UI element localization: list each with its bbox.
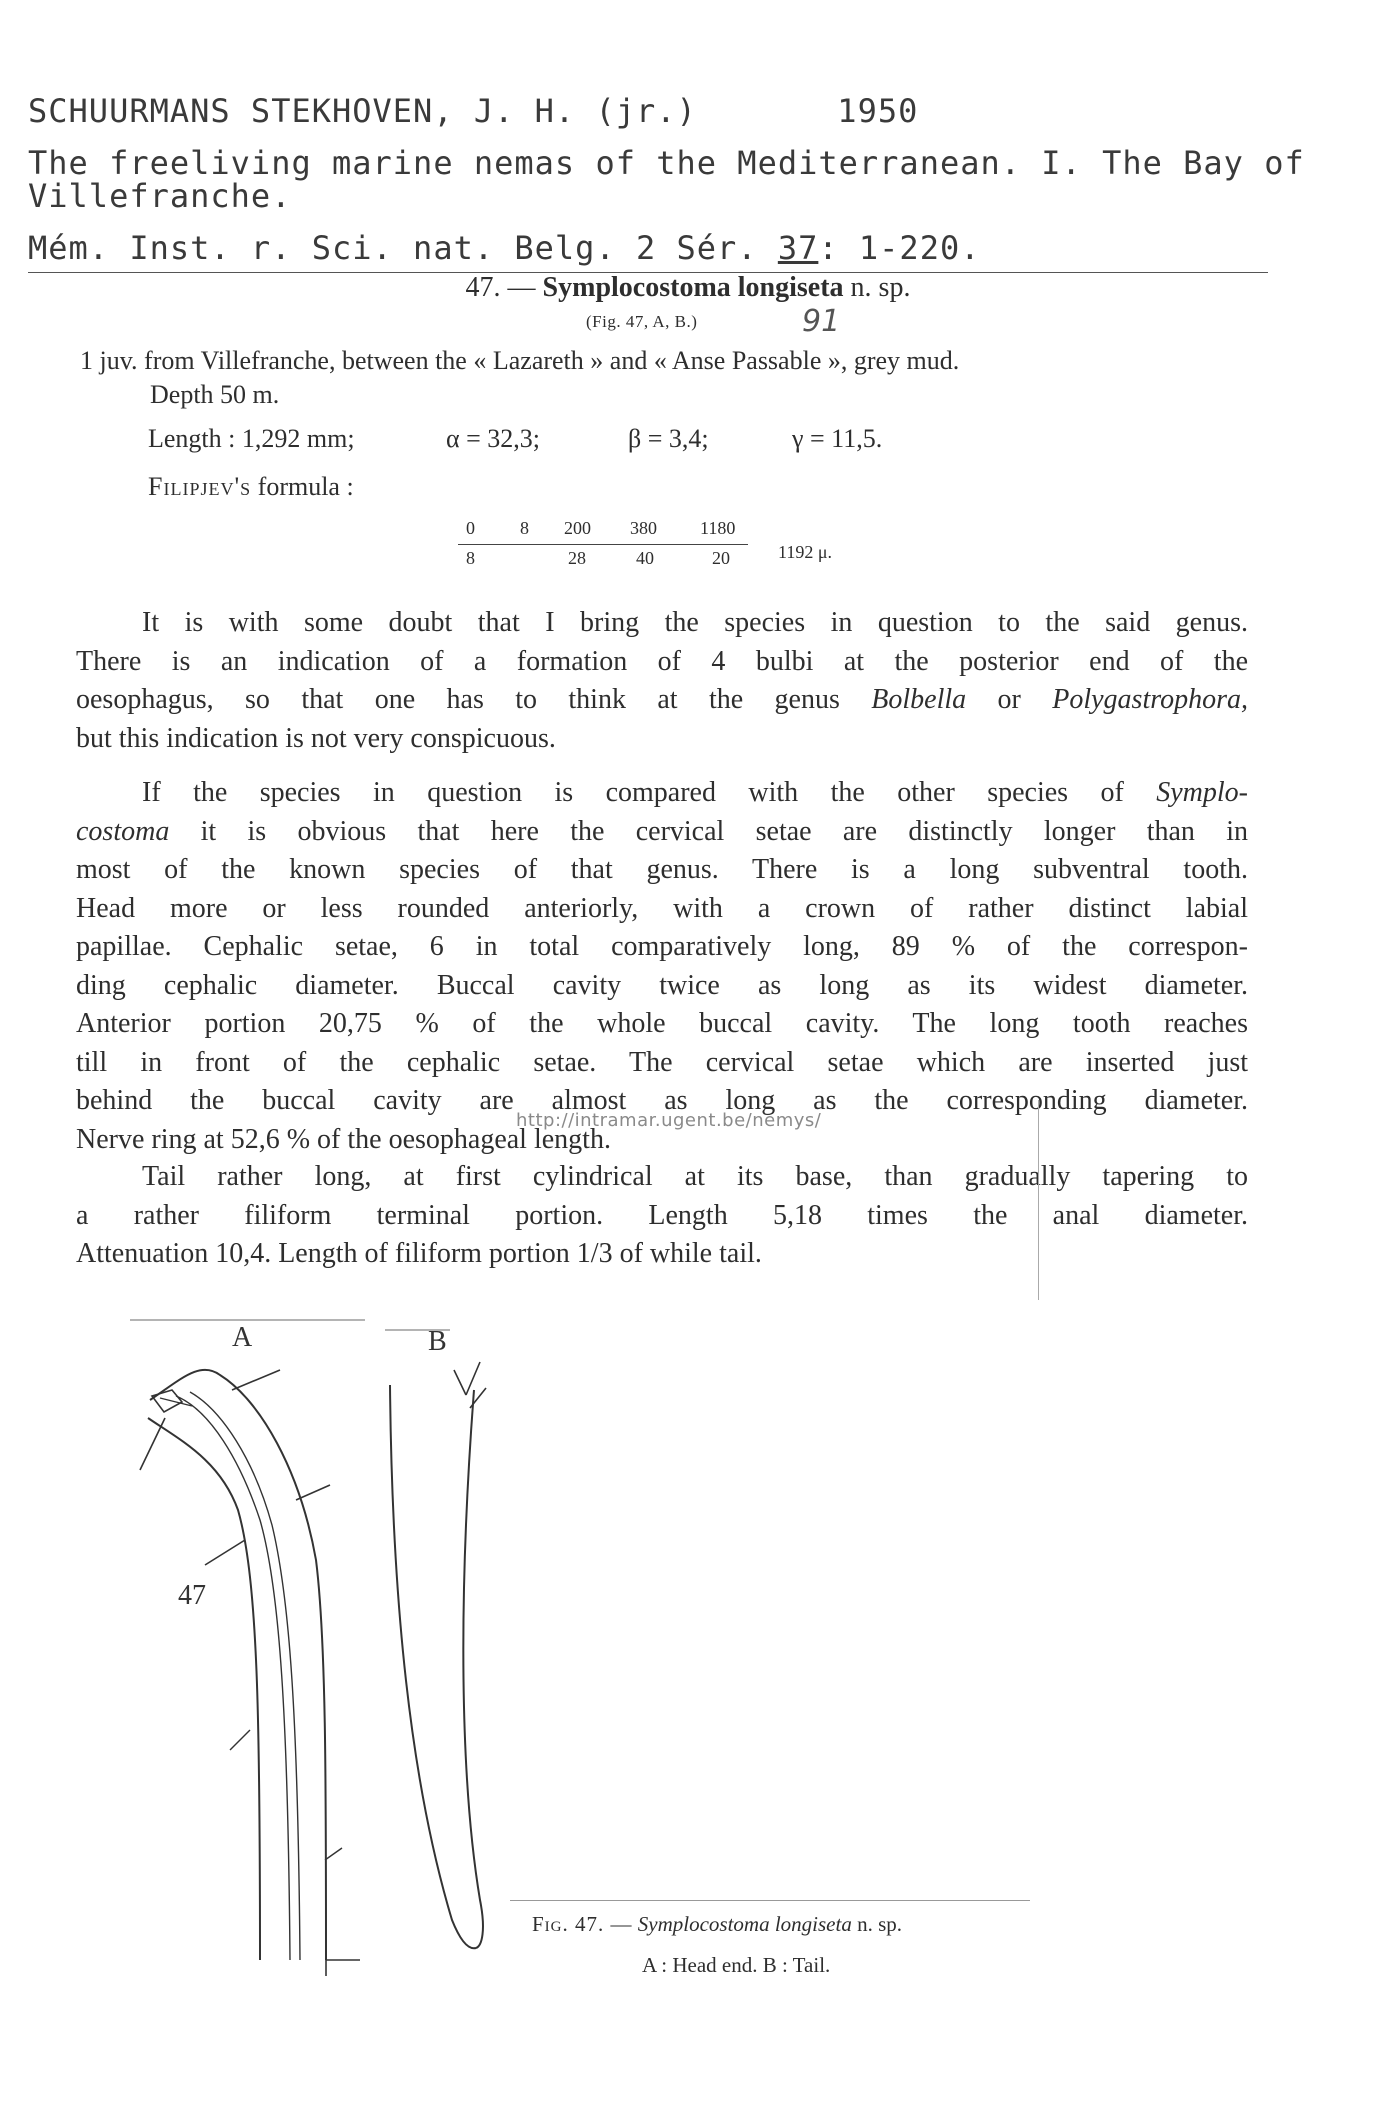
material-line1: 1 juv. from Villefranche, between the « Lazareth » and « Anse Passable », grey mud.	[80, 346, 960, 375]
cervical-seta	[296, 1485, 330, 1500]
body-seta	[325, 1848, 342, 1860]
figure-label-a: A	[232, 1322, 253, 1353]
formula-bottom-value: 40	[636, 548, 654, 568]
paragraph-tail	[76, 1158, 1248, 1274]
paragraph-line: Nerve ring at 52,6 % of the oesophageal length.	[76, 1123, 611, 1155]
paragraph-line: There is an indication of a formation of 4 bulbi at the posterior end of the	[76, 645, 1248, 677]
caption-line1	[532, 1912, 1052, 1937]
formula-label-author: Filipjev's	[148, 472, 252, 501]
gamma-measure: γ = 11,5.	[792, 424, 883, 453]
cephalic-seta	[232, 1370, 280, 1390]
material-line2: Depth 50 m.	[150, 380, 280, 409]
oesophagus-line	[190, 1392, 300, 1960]
paragraph-line: most of the known species of that genus. There is a long subventral tooth.	[76, 854, 1248, 885]
paragraph-genus-doubt	[76, 604, 1248, 758]
paragraph-line: till in front of the cephalic setae. The cervical setae which are inserted just	[76, 1046, 1248, 1078]
paragraph-line: behind the buccal cavity are almost as long as the corresponding diameter.	[76, 1085, 1248, 1116]
paragraph-line: a rather filiform terminal portion. Length 5,18 times the anal diameter.	[76, 1199, 1248, 1231]
species-name: Symplocostoma longiseta	[542, 272, 844, 303]
paragraph-line	[76, 681, 1248, 720]
oesophagus-line	[176, 1396, 290, 1960]
material-block	[80, 344, 1260, 412]
citation-pages: : 1-220.	[818, 229, 981, 267]
formula-bottom-value: 8	[466, 548, 475, 568]
citation-title-line2: Villefranche.	[28, 177, 292, 215]
species-heading	[0, 272, 1376, 304]
scan-artifact-line	[1038, 1100, 1039, 1300]
paragraph-line: but this indication is not very conspicuous.	[76, 722, 556, 754]
genus-symplocostoma-b: costoma	[76, 815, 170, 847]
paragraph-line: Attenuation 10,4. Length of filiform portion 1/3 of while tail.	[76, 1238, 762, 1269]
species-suffix: n. sp.	[850, 272, 911, 303]
caption-rule	[510, 1900, 1030, 1901]
formula-top-value: 200	[564, 518, 591, 538]
formula-top-value: 1180	[700, 518, 736, 538]
tail-dorsal-outline	[463, 1390, 483, 1948]
tail-drawing	[390, 1362, 486, 1948]
citation-journal-line	[28, 229, 980, 267]
figure-reference: (Fig. 47, A, B.)	[586, 312, 698, 331]
citation-authors: SCHUURMANS STEKHOVEN, J. H. (jr.)	[28, 92, 697, 130]
formula-top-value: 0	[466, 518, 475, 538]
head-inner-wall	[148, 1418, 260, 1960]
figure-label-b: B	[428, 1326, 447, 1357]
genus-bolbella: Bolbella	[871, 684, 967, 715]
beta-measure: β = 3,4;	[628, 424, 709, 453]
caption-fig: Fig. 47. —	[532, 1912, 633, 1936]
figure-number-label: 47	[178, 1580, 206, 1611]
paragraph-line: papillae. Cephalic setae, 6 in total comparatively long, 89 % of the correspon-	[76, 931, 1248, 962]
head-outer-wall	[150, 1370, 326, 1960]
formula-bottom-value: 28	[568, 548, 586, 568]
figure-caption	[532, 1912, 1052, 1978]
genus-symplocostoma-a: Symplo-	[1156, 777, 1248, 808]
spicule-mark	[454, 1362, 486, 1408]
cervical-seta	[205, 1540, 245, 1565]
paragraph-fragment: If the species in question is compared with the other species of	[142, 777, 1157, 808]
formula-bottom-value: 20	[712, 548, 730, 568]
paragraph-line: Tail rather long, at first cylindrical at its base, than gradually tapering to	[142, 1161, 1248, 1192]
alpha-measure: α = 32,3;	[446, 424, 541, 453]
head-end-drawing	[140, 1370, 360, 1976]
genus-polygastrophora: Polygastrophora,	[1052, 684, 1248, 715]
citation-journal: Mém. Inst. r. Sci. nat. Belg. 2 Sér.	[28, 229, 758, 267]
caption-line2: A : Head end. B : Tail.	[642, 1953, 831, 1977]
species-number: 47. —	[465, 272, 536, 303]
citation-authors-line	[28, 92, 918, 130]
paragraph-fragment: it is obvious that here the cervical setae are distinctly longer than in	[200, 815, 1249, 847]
formula-fraction-bar	[458, 544, 748, 545]
paragraph-line	[76, 813, 1248, 852]
citation-volume: 37	[777, 229, 819, 267]
citation-title-line1: The freeliving marine nemas of the Mediterranean. I. The Bay of	[28, 144, 1305, 182]
paragraph-line: Head more or less rounded anteriorly, with a crown of rather distinct labial	[76, 892, 1248, 924]
formula-label	[148, 472, 354, 502]
caption-suffix: n. sp.	[857, 1912, 903, 1936]
paragraph-line	[76, 774, 1248, 813]
cephalic-seta	[140, 1418, 165, 1470]
paragraph-fragment: oesophagus, so that one has to think at the genus	[76, 684, 872, 715]
figure-47-drawing	[120, 1300, 820, 1990]
handwritten-note: 91	[802, 304, 841, 339]
buccal-cavity	[152, 1390, 182, 1412]
formula-label-rest: formula :	[251, 472, 354, 501]
paragraph-fragment: or	[966, 684, 1053, 715]
paragraph-line: Anterior portion 20,75 % of the whole buccal cavity. The long tooth reaches	[76, 1008, 1248, 1039]
caption-species: Symplocostoma longiseta	[637, 1912, 852, 1936]
paragraph-line: ding cephalic diameter. Buccal cavity twice as long as its widest diameter.	[76, 969, 1248, 1001]
paragraph-description	[76, 774, 1248, 1159]
formula-total: 1192 μ.	[778, 542, 832, 562]
watermark-url: http://intramar.ugent.be/nemys/	[516, 1110, 822, 1131]
formula-top-value: 8	[520, 518, 529, 538]
paragraph-line: It is with some doubt that I bring the species in question to the said genus.	[142, 607, 1248, 638]
formula-top-value: 380	[630, 518, 657, 538]
length-measure: Length : 1,292 mm;	[148, 424, 355, 453]
citation-year: 1950	[837, 92, 919, 130]
body-seta	[230, 1730, 250, 1750]
